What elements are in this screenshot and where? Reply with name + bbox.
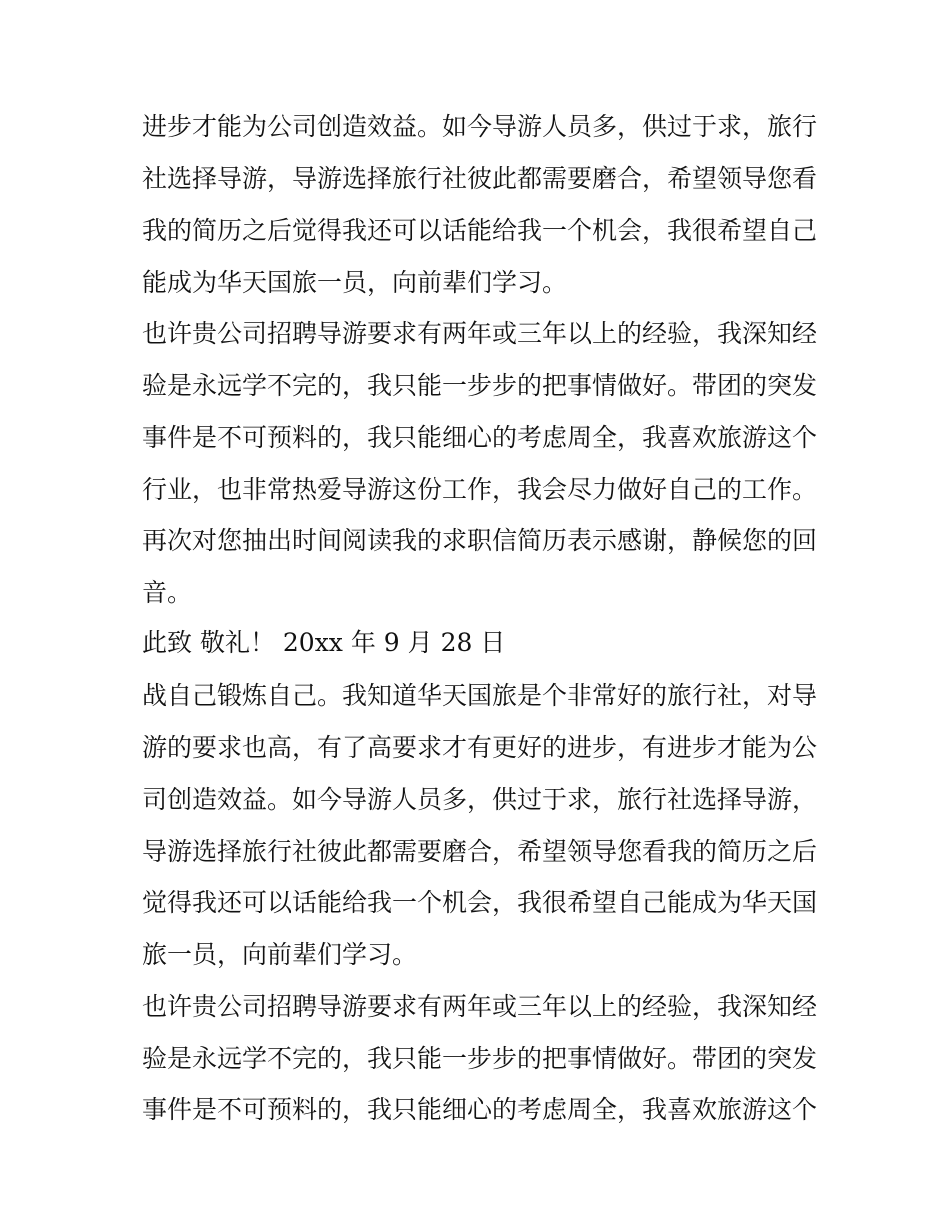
text-line: 旅一员，向前辈们学习。 bbox=[142, 940, 418, 969]
text-line: 我的简历之后觉得我还可以话能给我一个机会，我很希望自己 bbox=[142, 216, 818, 245]
text-line: 事件是不可预料的，我只能细心的考虑周全，我喜欢旅游这个 bbox=[142, 423, 818, 452]
closing-line: 此致 敬礼！ 20xx 年 9 月 28 日 bbox=[142, 628, 506, 657]
text-line: 验是永远学不完的，我只能一步步的把事情做好。带团的突发 bbox=[142, 371, 818, 400]
text-line: 司创造效益。如今导游人员多，供过于求，旅行社选择导游， bbox=[142, 785, 818, 814]
text-line: 事件是不可预料的，我只能细心的考虑周全，我喜欢旅游这个 bbox=[142, 1095, 818, 1124]
text-line: 音。 bbox=[142, 578, 193, 607]
text-line: 行业，也非常热爱导游这份工作，我会尽力做好自己的工作。 bbox=[142, 475, 818, 504]
text-line: 也许贵公司招聘导游要求有两年或三年以上的经验，我深知经 bbox=[142, 319, 818, 348]
text-line: 觉得我还可以话能给我一个机会，我很希望自己能成为华天国 bbox=[142, 888, 818, 917]
text-line: 能成为华天国旅一员，向前辈们学习。 bbox=[142, 268, 568, 297]
text-line: 战自己锻炼自己。我知道华天国旅是个非常好的旅行社，对导 bbox=[142, 681, 818, 710]
text-line: 进步才能为公司创造效益。如今导游人员多，供过于求，旅行 bbox=[142, 112, 818, 141]
text-line: 再次对您抽出时间阅读我的求职信简历表示感谢，静候您的回 bbox=[142, 526, 818, 555]
text-line: 验是永远学不完的，我只能一步步的把事情做好。带团的突发 bbox=[142, 1044, 818, 1073]
text-line: 导游选择旅行社彼此都需要磨合，希望领导您看我的简历之后 bbox=[142, 837, 818, 866]
text-line: 也许贵公司招聘导游要求有两年或三年以上的经验，我深知经 bbox=[142, 992, 818, 1021]
text-line: 社选择导游，导游选择旅行社彼此都需要磨合，希望领导您看 bbox=[142, 164, 818, 193]
text-line: 游的要求也高，有了高要求才有更好的进步，有进步才能为公 bbox=[142, 733, 818, 762]
